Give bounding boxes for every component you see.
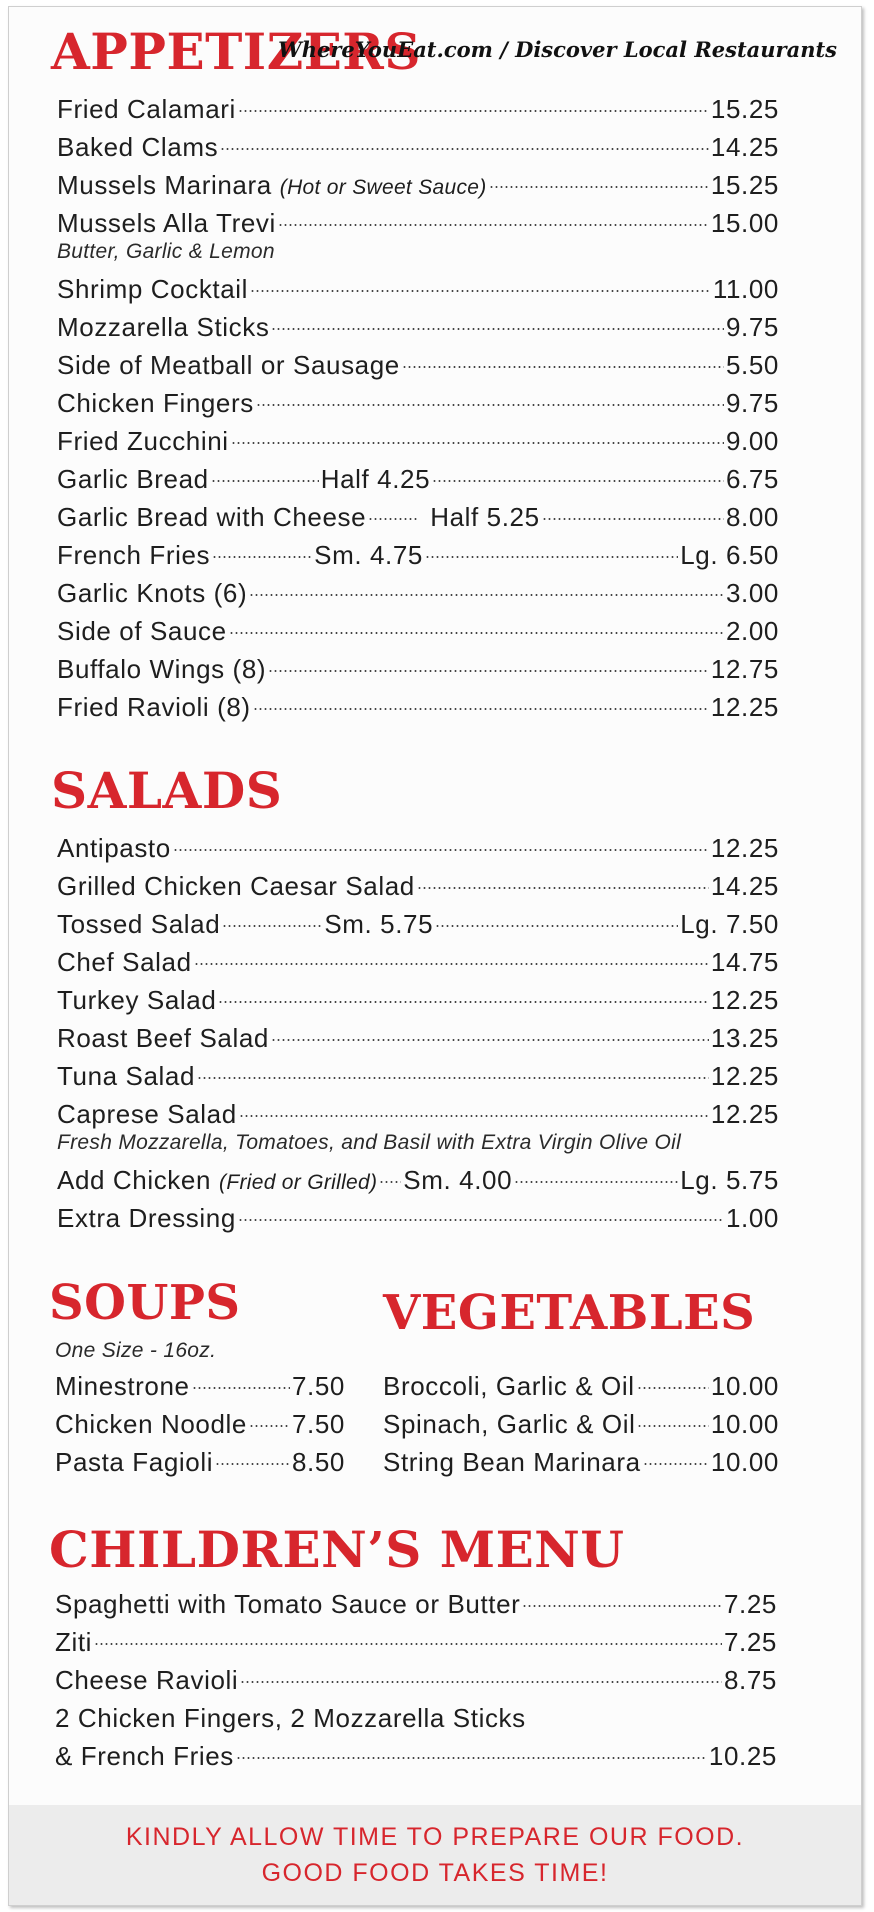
menu-item: Mozzarella Sticks 9.75 [57,312,779,342]
menu-item: Shrimp Cocktail 11.00 [57,274,779,304]
menu-item: Tuna Salad 12.25 [57,1061,779,1091]
menu-item: Buffalo Wings (8) 12.75 [57,654,779,684]
menu-sheet [8,6,862,1906]
menu-item: Chicken Noodle 7.50 [55,1409,345,1439]
soups-list [55,1337,345,1481]
menu-item: Turkey Salad 12.25 [57,985,779,1015]
item-description: Fresh Mozzarella, Tomatoes, and Basil with Extra Virgin Olive Oil [57,1131,682,1154]
menu-item: Fried Ravioli (8) 12.25 [57,692,779,722]
menu-item: Extra Dressing 1.00 [57,1203,779,1233]
menu-item: Pasta Fagioli 8.50 [55,1447,345,1477]
menu-item: Mussels Alla Trevi 15.00 [57,208,779,238]
soups-heading: SOUPS [49,1275,241,1331]
menu-item: Fried Zucchini 9.00 [57,426,779,456]
menu-item: Baked Clams 14.25 [57,132,779,162]
menu-item: Ziti 7.25 [55,1627,777,1657]
childrens-list [55,1585,777,1775]
menu-item: String Bean Marinara 10.00 [383,1447,779,1477]
menu-item: & French Fries 10.25 [55,1741,777,1771]
menu-item: Garlic Knots (6) 3.00 [57,578,779,608]
footer-line-1: KINDLY ALLOW TIME TO PREPARE OUR FOOD. [125,1823,745,1851]
vegetables-list [383,1367,779,1481]
menu-item: Garlic Bread Half 4.25 6.75 [57,464,779,494]
menu-item: Chicken Fingers 9.75 [57,388,779,418]
item-description: Butter, Garlic & Lemon [57,240,275,263]
menu-item: Mussels Marinara (Hot or Sweet Sauce) 15.25 [57,170,779,200]
menu-item: French Fries Sm. 4.75 Lg. 6.50 [57,540,779,570]
salads-list [57,829,779,1237]
appetizers-list [57,90,779,726]
menu-item: Spaghetti with Tomato Sauce or Butter 7.25 [55,1589,777,1619]
vegetables-heading: VEGETABLES [383,1285,756,1341]
menu-item: Roast Beef Salad 13.25 [57,1023,779,1053]
menu-item: Caprese Salad 12.25 [57,1099,779,1129]
menu-item: Chef Salad 14.75 [57,947,779,977]
footer-banner [9,1805,861,1905]
menu-item: Tossed Salad Sm. 5.75 Lg. 7.50 [57,909,779,939]
menu-item: Antipasto 12.25 [57,833,779,863]
menu-item: Spinach, Garlic & Oil 10.00 [383,1409,779,1439]
footer-line-2: GOOD FOOD TAKES TIME! [261,1859,609,1887]
combo-line: 2 Chicken Fingers, 2 Mozzarella Sticks [55,1703,526,1733]
childrens-menu-heading: CHILDREN’S MENU [49,1520,625,1579]
watermark-text: WhereYouEat.com / Discover Local Restaurants [278,37,837,62]
menu-item: Add Chicken (Fried or Grilled) Sm. 4.00 Lg. 5.75 [57,1165,779,1195]
menu-item: Fried Calamari 15.25 [57,94,779,124]
soups-subtitle: One Size - 16oz. [55,1339,217,1362]
menu-item: Minestrone 7.50 [55,1371,345,1401]
appetizers-heading: APPETIZERS [51,22,421,81]
menu-item: Cheese Ravioli 8.75 [55,1665,777,1695]
menu-item: Broccoli, Garlic & Oil 10.00 [383,1371,779,1401]
salads-heading: SALADS [51,761,283,820]
menu-item: Grilled Chicken Caesar Salad 14.25 [57,871,779,901]
menu-item: Garlic Bread with Cheese Half 5.25 8.00 [57,502,779,532]
menu-item: Side of Sauce 2.00 [57,616,779,646]
menu-item: Side of Meatball or Sausage 5.50 [57,350,779,380]
